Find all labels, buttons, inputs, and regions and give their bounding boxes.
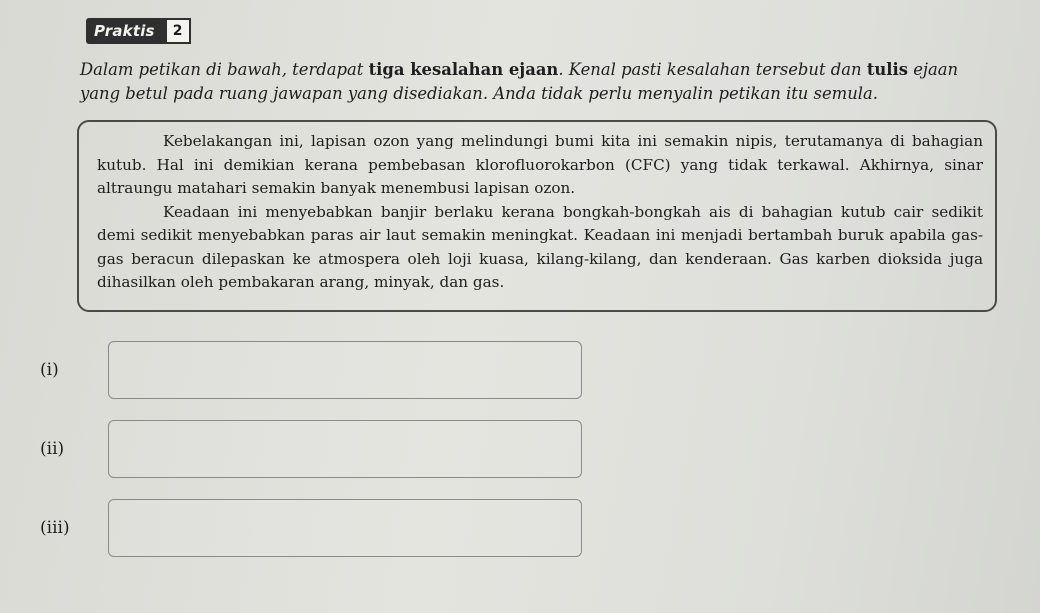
answer-box-2[interactable]	[108, 420, 582, 478]
answer-box-1[interactable]	[108, 341, 582, 399]
exercise-tag	[86, 18, 191, 44]
answer-row-2	[40, 420, 582, 478]
passage-box	[77, 120, 997, 312]
instruction-text	[80, 58, 1000, 106]
instruction-part-2: . Kenal pasti kesalahan tersebut dan	[558, 60, 867, 79]
exercise-label: Praktis	[94, 22, 155, 40]
answer-label-3: (iii)	[40, 518, 70, 538]
instruction-part-1: Dalam petikan di bawah, terdapat	[80, 60, 369, 79]
instruction-bold-errors: tiga kesalahan ejaan	[368, 60, 559, 79]
answer-row-1	[40, 341, 582, 399]
answer-box-3[interactable]	[108, 499, 582, 557]
answer-label-1: (i)	[40, 360, 59, 380]
passage-paragraph-1: Kebelakangan ini, lapisan ozon yang melindungi bumi kita ini semakin nipis, terutamanya di bahagian kutub. Hal ini demikian kerana pembebasan klorofluorokarbon (CFC) yang tidak terkawal. Akhirnya, sinar altraungu matahari semakin banyak menembusi lapisan ozon.	[97, 132, 983, 197]
passage-paragraph-2: Keadaan ini menyebabkan banjir berlaku kerana bongkah-bongkah ais di bahagian kutub cair sedikit demi sedikit menyebabkan paras air laut semakin meningkat. Keadaan ini menjadi bertambah buruk apabila gas-gas beracun dilepaskan ke atmospera oleh loji kuasa, kilang-kilang, dan kenderaan. Gas karben dioksida juga dihasilkan oleh pembakaran arang, minyak, dan gas.	[97, 202, 983, 291]
answer-label-2: (ii)	[40, 439, 65, 459]
answer-row-3	[40, 499, 582, 557]
instruction-part-3: ejaan yang betul pada ruang jawapan yang disediakan. Anda tidak perlu menyalin petikan itu semula.	[80, 60, 959, 103]
exercise-number: 2	[165, 18, 191, 44]
instruction-bold-write: tulis	[866, 60, 908, 79]
